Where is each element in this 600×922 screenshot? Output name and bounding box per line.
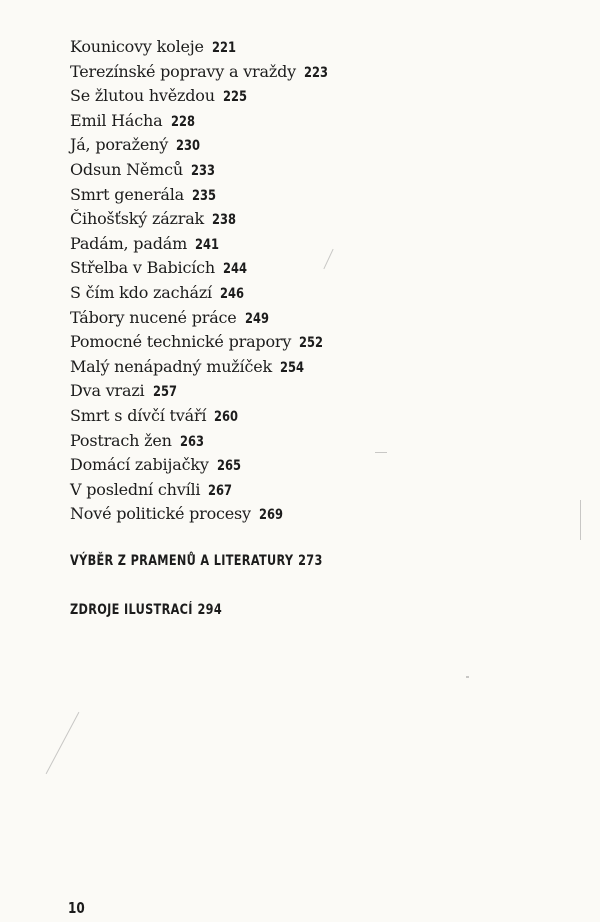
toc-entry-title: Já, poražený [70, 135, 169, 155]
toc-entry-page: 252 [299, 335, 324, 352]
toc-entry [70, 60, 333, 85]
toc-entry [70, 183, 333, 208]
toc-entry [70, 355, 333, 380]
toc-entry-title: Dva vrazi [70, 381, 145, 401]
toc-entry [70, 330, 333, 355]
toc-entry-title: Pomocné technické prapory [70, 332, 292, 352]
toc-entry-page: 267 [208, 482, 233, 499]
toc-entry-page: 225 [222, 89, 247, 106]
toc-entry [70, 133, 333, 158]
toc-entry [70, 453, 333, 478]
toc-entry [70, 232, 333, 257]
toc-section-page: 294 [197, 602, 223, 618]
toc-entry-page: 241 [195, 236, 220, 253]
scan-mark [46, 712, 80, 774]
toc-section-sources [70, 553, 323, 569]
toc-entry [70, 429, 333, 454]
toc-section-title: ZDROJE ILUSTRACÍ [70, 602, 193, 618]
toc-entry [70, 478, 333, 503]
table-of-contents [70, 35, 333, 527]
toc-entry-title: Se žlutou hvězdou [70, 86, 215, 106]
toc-entry-page: 246 [220, 285, 245, 302]
toc-entry-title: Smrt generála [70, 184, 185, 204]
toc-entry-title: Postrach žen [70, 430, 172, 450]
toc-entry-page: 269 [259, 507, 283, 524]
toc-entry-title: Domácí zabijačky [70, 455, 209, 475]
toc-entry-page: 221 [211, 40, 236, 56]
toc-entry-title: Terezínské popravy a vraždy [70, 61, 296, 81]
toc-entry [70, 207, 333, 232]
toc-entry-page: 230 [176, 138, 201, 155]
toc-entry-page: 235 [192, 187, 217, 204]
toc-entry-title: Smrt s dívčí tváří [70, 405, 207, 425]
scan-mark [466, 676, 469, 678]
toc-entry [70, 281, 333, 306]
toc-entry-title: Čihošťský zázrak [70, 209, 205, 229]
toc-entry-page: 249 [244, 310, 269, 327]
toc-entry-page: 233 [191, 162, 216, 179]
toc-entry-title: V poslední chvíli [70, 479, 201, 499]
toc-entry-title: Tábory nucené práce [70, 307, 237, 327]
toc-entry-title: Střelba v Babicích [70, 258, 216, 278]
toc-entry-title: Malý nenápadný mužíček [70, 356, 272, 376]
toc-entry [70, 379, 333, 404]
toc-entry-title: Emil Hácha [70, 110, 163, 130]
toc-entry [70, 158, 333, 183]
toc-entry-page: 265 [216, 458, 241, 475]
toc-entry-page: 244 [223, 261, 248, 278]
toc-entry-page: 260 [214, 408, 239, 425]
toc-entry-title: Nové politické procesy [70, 504, 251, 524]
page-number: 10 [68, 899, 85, 917]
toc-section-page: 273 [298, 553, 323, 569]
toc-entry [70, 109, 333, 134]
toc-entry-title: Odsun Němců [70, 159, 183, 179]
toc-entry [70, 502, 333, 527]
toc-entry [70, 404, 333, 429]
toc-entry-page: 228 [170, 113, 195, 130]
toc-entry-title: S čím kdo zachází [70, 282, 212, 302]
toc-entry [70, 306, 333, 331]
toc-entry-title: Padám, padám [70, 233, 188, 253]
toc-entry-page: 257 [152, 384, 177, 401]
toc-section-title: VÝBĚR Z PRAMENŮ A LITERATURY [70, 553, 294, 569]
toc-entry-page: 254 [280, 359, 305, 376]
toc-entry [70, 35, 333, 60]
toc-section-illustrations [70, 602, 222, 618]
scan-mark [580, 500, 581, 540]
toc-entry-title: Kounicovy koleje [70, 37, 204, 56]
toc-entry-page: 238 [212, 212, 237, 229]
toc-entry-page: 263 [179, 433, 204, 450]
toc-entry [70, 84, 333, 109]
scan-mark [375, 452, 387, 453]
toc-entry [70, 256, 333, 281]
toc-entry-page: 223 [304, 64, 329, 81]
